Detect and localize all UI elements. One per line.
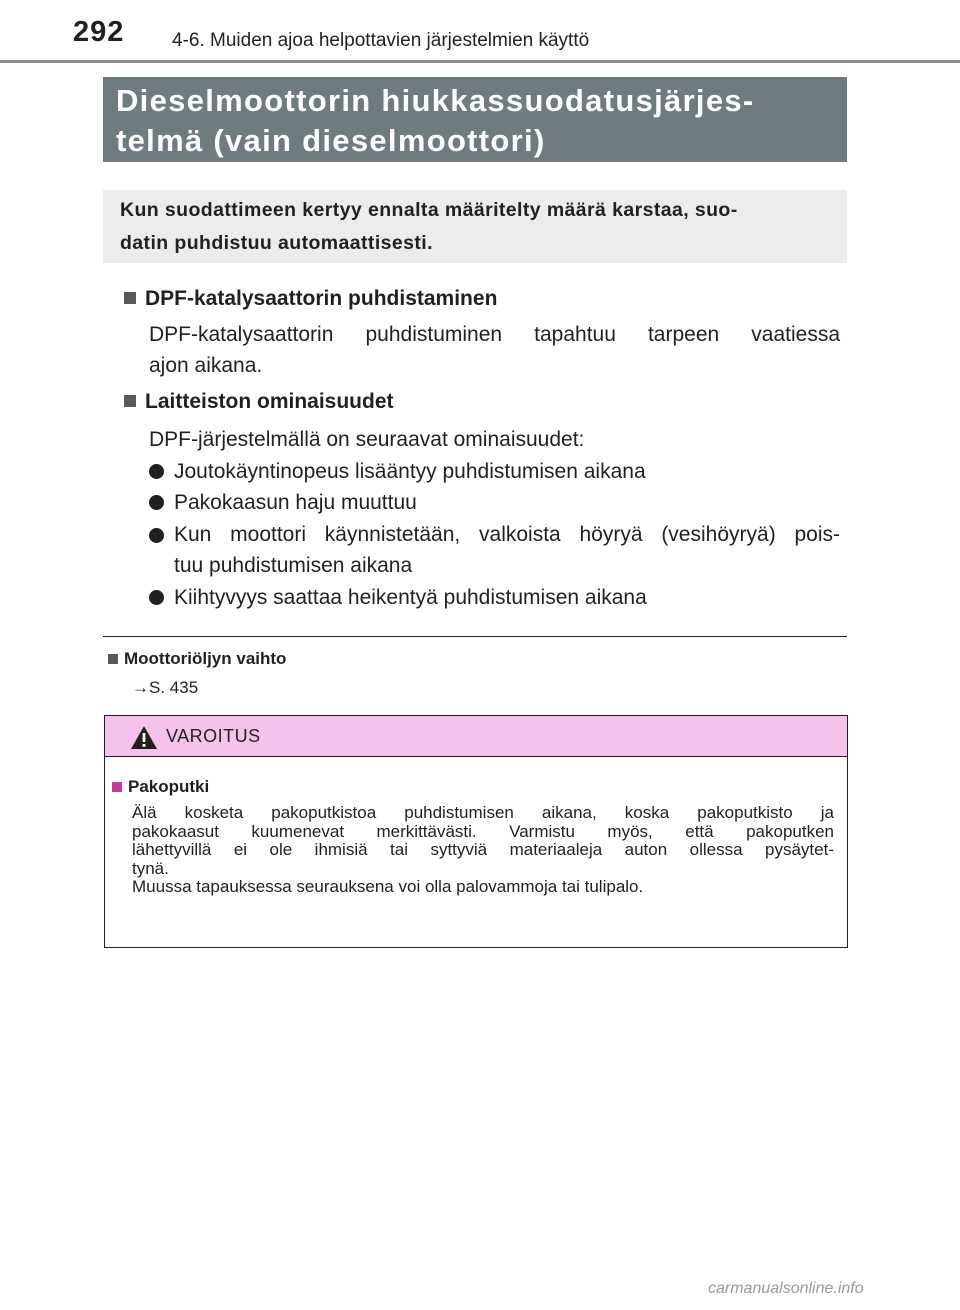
bullet-dot-icon [149,528,164,543]
intro-summary-box [103,190,847,263]
features-heading-text: Laitteiston ominaisuudet [145,390,394,413]
bullet-dot-icon [149,590,164,605]
list-item-text: Pakokaasun haju muuttuu [174,491,417,514]
dpf-cleaning-body-line-2: ajon aikana. [149,354,263,377]
list-item-text: Kun moottori käynnistetään, valkoista höyryä (vesihöyryä) pois- [174,523,840,546]
list-item [149,582,647,613]
list-item-text: Kiihtyvyys saattaa heikentyä puhdistumisen aikana [174,586,647,609]
square-bullet-icon [112,782,122,792]
square-bullet-icon [124,292,136,304]
warning-line: pakokaasut kuumenevat merkittävästi. Varmistu myös, että pakoputken [132,821,834,841]
warning-box [104,715,848,948]
intro-line-1: Kun suodattimeen kertyy ennalta määritelty määrä karstaa, suo- [120,199,738,221]
section-title [116,81,837,161]
header-divider [0,60,960,63]
dpf-cleaning-heading-text: DPF-katalysaattorin puhdistaminen [145,287,498,310]
warning-line: tynä. [132,858,169,878]
intro-line-2: datin puhdistuu automaattisesti. [120,232,433,254]
dpf-cleaning-heading [124,287,497,311]
oil-change-heading [108,649,286,669]
list-item-text: Joutokäyntinopeus lisääntyy puhdistumisen aikana [174,460,646,483]
square-bullet-icon [124,395,136,407]
section-title-line-2: telmä (vain dieselmoottori) [116,123,546,158]
site-watermark: carmanualsonline.info [708,1280,864,1297]
oil-change-heading-text: Moottoriöljyn vaihto [124,649,287,668]
square-bullet-icon [108,654,118,664]
list-item [149,487,417,518]
section-title-line-1: Dieselmoottorin hiukkassuodatusjärjes- [116,83,755,118]
warning-subheading [112,777,209,797]
section-title-band [103,77,847,162]
warning-line: Muussa tapauksessa seurauksena voi olla palovammoja tai tulipalo. [132,877,644,896]
features-lead: DPF-järjestelmällä on seuraavat ominaisuudet: [149,428,585,451]
page-number: 292 [73,16,125,48]
list-item [149,519,840,550]
warning-body [132,804,834,897]
intro-summary [120,194,835,260]
dpf-cleaning-body-line-1: DPF-katalysaattorin puhdistuminen tapahtuu tarpeen vaatiessa [149,323,840,346]
list-item-continuation: tuu puhdistumisen aikana [174,554,413,577]
warning-label: VAROITUS [166,726,261,746]
warning-header [105,716,847,757]
bullet-dot-icon [149,464,164,479]
features-heading [124,390,394,414]
section-divider [103,636,847,637]
oil-change-page-reference[interactable]: →S. 435 [132,678,199,697]
warning-line: lähettyvillä ei ole ihmisiä tai syttyviä materiaaleja auton ollessa pysäytet- [132,840,834,859]
warning-subheading-text: Pakoputki [128,777,210,796]
bullet-dot-icon [149,495,164,510]
warning-line: Älä kosketa pakoputkistoa puhdistumisen aikana, koska pakoputkisto ja [132,803,834,822]
chapter-heading: 4-6. Muiden ajoa helpottavien järjestelmien käyttö [172,30,590,51]
list-item [149,456,646,487]
warning-triangle-icon [130,725,158,750]
